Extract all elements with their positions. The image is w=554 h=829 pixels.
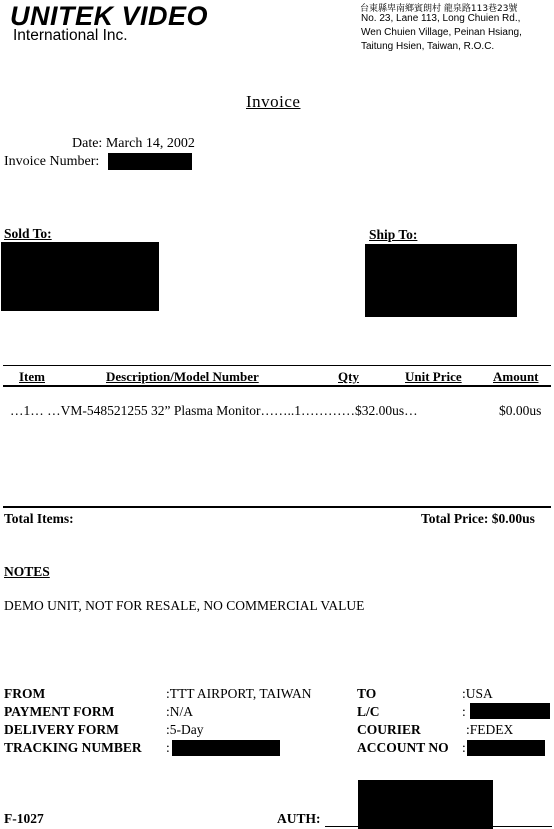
- auth-label: AUTH:: [277, 811, 321, 826]
- invoice-number-redaction: [108, 153, 192, 170]
- auth-signature-redaction: [358, 780, 493, 829]
- company-subname: International Inc.: [13, 27, 128, 44]
- ship-to-redaction: [365, 244, 517, 317]
- delivery-form-value: :5-Day: [166, 722, 204, 737]
- form-id: F-1027: [4, 811, 44, 826]
- address-line-3: Taitung Hsien, Taiwan, R.O.C.: [361, 41, 495, 52]
- table-header-rule: [3, 385, 551, 387]
- payment-form-value: :N/A: [166, 704, 193, 719]
- table-row-amount: $0.00us: [499, 403, 542, 418]
- account-no-value: :: [462, 740, 466, 755]
- lc-value: :: [462, 704, 466, 719]
- tracking-number-redaction: [172, 740, 280, 756]
- table-bottom-rule: [3, 506, 551, 508]
- to-value: :USA: [462, 686, 493, 701]
- col-header-item: Item: [19, 369, 45, 384]
- address-line-2: Wen Chuien Village, Peinan Hsiang,: [361, 27, 522, 38]
- invoice-title: Invoice: [246, 92, 301, 111]
- total-price: Total Price: $0.00us: [421, 511, 535, 526]
- lc-redaction: [470, 703, 550, 719]
- account-no-label: ACCOUNT NO: [357, 740, 449, 755]
- col-header-unit-price: Unit Price: [405, 369, 462, 384]
- sold-to-redaction: [1, 242, 159, 311]
- address-native: 台東縣卑南鄉賓朗村 龍泉路113巷23號: [360, 4, 518, 14]
- from-label: FROM: [4, 686, 46, 701]
- payment-form-label: PAYMENT FORM: [4, 704, 115, 719]
- delivery-form-label: DELIVERY FORM: [4, 722, 119, 737]
- col-header-amount: Amount: [493, 369, 539, 384]
- total-items-label: Total Items:: [4, 511, 74, 526]
- invoice-number-label: Invoice Number:: [4, 154, 100, 169]
- invoice-date: Date: March 14, 2002: [72, 136, 195, 151]
- lc-label: L/C: [357, 704, 380, 719]
- col-header-qty: Qty: [338, 369, 359, 384]
- courier-value: :FEDEX: [466, 722, 514, 737]
- col-header-description: Description/Model Number: [106, 369, 259, 384]
- table-top-rule: [3, 365, 551, 366]
- tracking-number-label: TRACKING NUMBER: [4, 740, 142, 755]
- company-name: UNITEK VIDEO: [10, 1, 209, 31]
- to-label: TO: [357, 686, 377, 701]
- from-value: :TTT AIRPORT, TAIWAN: [166, 686, 312, 701]
- notes-heading: NOTES: [4, 564, 50, 579]
- sold-to-label: Sold To:: [4, 226, 52, 241]
- address-line-1: No. 23, Lane 113, Long Chuien Rd.,: [361, 13, 521, 24]
- account-no-redaction: [467, 740, 545, 756]
- notes-text: DEMO UNIT, NOT FOR RESALE, NO COMMERCIAL VALUE: [4, 598, 365, 613]
- table-row: …1… …VM-548521255 32” Plasma Monitor……..1…………$32.00us…: [10, 403, 418, 418]
- ship-to-label: Ship To:: [369, 227, 418, 242]
- courier-label: COURIER: [357, 722, 421, 737]
- tracking-number-value: :: [166, 740, 170, 755]
